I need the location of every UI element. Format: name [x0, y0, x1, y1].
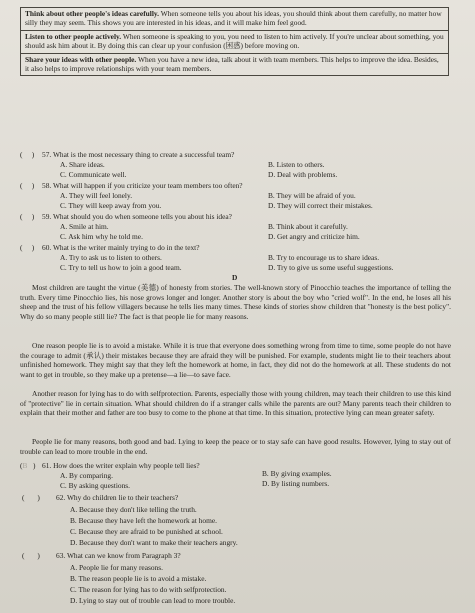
passage-paragraph-1: Most children are taught the virtue (美德) of honesty from stories. The well-known story of Pinocchio teaches the importance of telling the truth. Every time Pinocchio lies, his nose grows longer and longer. Another story is about the boy who "cried wolf". In the end, he loses all his sheep and the trust of his fellow villagers because he tells lies many times. These kinds of stories show children that "honesty is the best policy". Why do so many people still lie? The fact is that people lie for many reasons.: [20, 283, 451, 321]
q63-option-d: D. Lying to stay out of trouble can lead to more trouble.: [70, 596, 236, 605]
q59-option-a: A. Smile at him.: [60, 222, 109, 231]
q61-stem: 61. How does the writer explain why people tell lies?: [42, 461, 200, 470]
q60-stem-line: [20, 243, 200, 252]
q63-option-c: C. The reason for lying has to do with selfprotection.: [70, 585, 227, 594]
q61-option-b: B. By giving examples.: [262, 469, 332, 478]
q58-option-c: C. They will keep away from you.: [60, 201, 162, 210]
q62-option-c: C. Because they are afraid to be punished at school.: [70, 527, 223, 536]
q59-option-c: C. Ask him why he told me.: [60, 232, 143, 241]
q58-stem-line: [20, 181, 243, 190]
q62-stem-line: [22, 493, 178, 502]
tip-share-heading: Share your ideas with other people.: [25, 54, 137, 64]
passage-paragraph-4: People lie for many reasons, both good and bad. Lying to keep the peace or to stay safe can have good results. However, lying to stay out of trouble can lead to more trouble in the end.: [20, 437, 451, 456]
tip-think-heading: Think about other people's ideas carefully.: [25, 9, 160, 18]
q60-stem: 60. What is the writer mainly trying to do in the text?: [42, 243, 200, 252]
q61-option-d: D. By listing numbers.: [262, 479, 330, 488]
q61-stem-line: [20, 461, 200, 470]
passage-paragraph-2: One reason people lie is to avoid a mistake. While it is true that everyone does something wrong from time to time, some people do not have the courage to admit (承认) their mistakes because they are afraid they will be punished. For example, students might lie to their teachers about unfinished homework. They might say that they left the homework at home, in fact, they did not do the homework at all. These students do not want to get in trouble, so they make up a pretense—a lie—to save face.: [20, 341, 451, 379]
q57-option-a: A. Share ideas.: [60, 160, 105, 169]
q57-answer-blank[interactable]: ( ): [20, 150, 35, 159]
q61-answer-blank[interactable]: (B ): [20, 461, 36, 470]
q58-option-b: B. They will be afraid of you.: [268, 191, 356, 200]
q63-answer-blank[interactable]: ( ): [22, 551, 40, 560]
q58-option-a: A. They will feel lonely.: [60, 191, 133, 200]
q58-option-d: D. They will correct their mistakes.: [268, 201, 373, 210]
q59-option-b: B. Think about it carefully.: [268, 222, 348, 231]
tip-listen: [20, 30, 449, 53]
tip-share-text: When you have a new idea, talk about it with team members. This helps to improve the idea. Besides, it also helps to improve relationships with your team members.: [25, 54, 439, 74]
q57-option-c: C. Communicate well.: [60, 170, 127, 179]
q60-option-d: D. Try to give us some useful suggestions.: [268, 263, 394, 272]
section-letter: D: [232, 273, 238, 282]
q63-option-a: A. People lie for many reasons.: [70, 563, 163, 572]
passage-paragraph-3: Another reason for lying has to do with selfprotection. Parents, especially those with young children, may teach their children to use this kind of "protective" lie in certain situation. What should children do if a stranger calls while the parents are out? Many parents teach their children to explain that their mother and father are too busy to come to the phone at that time. In this situation, protective lying can mean greater safety.: [20, 389, 451, 418]
q61-option-a: A. By comparing.: [60, 471, 113, 480]
q57-stem-line: [20, 150, 234, 159]
q58-answer-blank[interactable]: ( ): [20, 181, 35, 190]
q57-stem: 57. What is the most necessary thing to create a successful team?: [42, 150, 235, 159]
tip-think: [20, 7, 449, 30]
q59-answer-blank[interactable]: ( ): [20, 212, 35, 221]
tip-share: [20, 53, 449, 77]
q57-option-d: D. Deal with problems.: [268, 170, 338, 179]
q62-option-b: B. Because they have left the homework at home.: [70, 516, 217, 525]
q59-stem: 59. What should you do when someone tells you about his idea?: [42, 212, 232, 221]
q57-option-b: B. Listen to others.: [268, 160, 325, 169]
q63-stem-line: [22, 551, 181, 560]
tip-listen-text: When someone is speaking to you, you need to listen to him actively. If you're unclear about something, you should ask him about it. By doing this can clear up your confusion (困惑) before moving on.: [25, 31, 444, 51]
q60-option-a: A. Try to ask us to listen to others.: [60, 253, 162, 262]
q63-stem: 63. What can we know from Paragraph 3?: [56, 551, 181, 560]
q60-answer-blank[interactable]: ( ): [20, 243, 35, 252]
q62-answer-blank[interactable]: ( ): [22, 493, 40, 502]
q62-option-d: D. Because they don't want to make their teachers angry.: [70, 538, 238, 547]
tip-think-text: When someone tells you about his ideas, you should think about them carefully, no matter how silly they may seem. This shows you are interested in his ideas, and it will make him feel good.: [25, 9, 442, 28]
q59-stem-line: [20, 212, 232, 221]
q63-option-b: B. The reason people lie is to avoid a mistake.: [70, 574, 207, 583]
q61-option-c: C. By asking questions.: [60, 481, 131, 490]
tips-box: [20, 7, 449, 76]
q60-option-b: B. Try to encourage us to share ideas.: [268, 253, 380, 262]
q62-stem: 62. Why do children lie to their teachers?: [56, 493, 179, 502]
q59-option-d: D. Get angry and criticize him.: [268, 232, 360, 241]
q61-handwritten-mark: B: [22, 461, 28, 470]
tip-listen-heading: Listen to other people actively.: [25, 31, 122, 41]
q62-option-a: A. Because they don't like telling the truth.: [70, 505, 197, 514]
q58-stem: 58. What will happen if you criticize your team members too often?: [42, 181, 243, 190]
q60-option-c: C. Try to tell us how to join a good team.: [60, 263, 182, 272]
